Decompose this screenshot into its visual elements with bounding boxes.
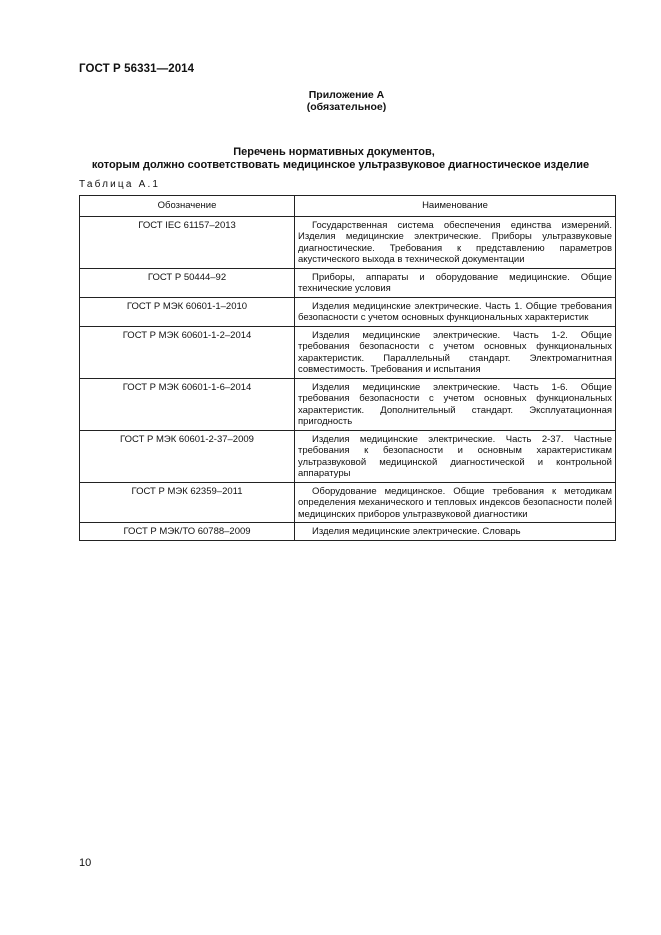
table-row	[80, 378, 616, 430]
appendix-status: (обязательное)	[306, 101, 387, 113]
document-code-cell: ГОСТ Р МЭК 62359–2011	[80, 482, 295, 523]
table-row	[80, 297, 616, 326]
document-code-cell: ГОСТ Р 50444–92	[80, 268, 295, 297]
list-title	[0, 146, 661, 171]
document-code-cell: ГОСТ IEC 61157–2013	[80, 216, 295, 268]
table-row	[80, 523, 616, 541]
document-name-cell: Изделия медицинские электрические. Часть 1-6. Общие требования безопасности с учетом основных функциональных характеристик. Дополнительный стандарт. Эксплуатационная пригодность	[295, 378, 616, 430]
document-name-cell: Изделия медицинские электрические. Словарь	[295, 523, 616, 541]
list-title-line-1: Перечень нормативных документов,	[233, 146, 435, 158]
document-code-cell: ГОСТ Р МЭК 60601-1–2010	[80, 297, 295, 326]
document-name-cell: Изделия медицинские электрические. Часть 1-2. Общие требования безопасности с учетом основных функциональных характеристик. Параллельный стандарт. Электромагнитная совместимость. Требования и испытания	[295, 326, 616, 378]
table-row	[80, 326, 616, 378]
document-code-cell: ГОСТ Р МЭК/ТО 60788–2009	[80, 523, 295, 541]
appendix-title: Приложение А	[308, 89, 385, 101]
column-header-name: Наименование	[295, 196, 616, 217]
document-name-cell: Изделия медицинские электрические. Часть 1. Общие требования безопасности с учетом основных функциональных характеристик	[295, 297, 616, 326]
column-header-designation: Обозначение	[80, 196, 295, 217]
appendix-heading	[0, 89, 661, 113]
document-name-cell: Оборудование медицинское. Общие требования к методикам определения механического и тепловых индексов безопасности полей медицинских приборов ультразвуковой диагностики	[295, 482, 616, 523]
table-row	[80, 482, 616, 523]
table-row	[80, 268, 616, 297]
document-name-cell: Изделия медицинские электрические. Часть 2-37. Частные требования к безопасности и основным характеристикам ультразвуковой медицинской диагностической и контрольной аппаратуры	[295, 430, 616, 482]
list-title-line-2: которым должно соответствовать медицинское ультразвуковое диагностическое изделие	[91, 158, 590, 171]
page-number: 10	[79, 857, 92, 869]
normative-documents-table	[79, 195, 616, 541]
table-row	[80, 216, 616, 268]
document-code-cell: ГОСТ Р МЭК 60601-1-6–2014	[80, 378, 295, 430]
document-name-cell: Государственная система обеспечения единства измерений. Изделия медицинские электрические. Приборы ультразвуковые диагностические. Требования к представлению параметров акустического выхода в технической документации	[295, 216, 616, 268]
table-row	[80, 430, 616, 482]
table-header-row	[80, 196, 616, 217]
table-caption: Таблица А.1	[79, 179, 161, 190]
document-code-cell: ГОСТ Р МЭК 60601-2-37–2009	[80, 430, 295, 482]
document-code-cell: ГОСТ Р МЭК 60601-1-2–2014	[80, 326, 295, 378]
document-code: ГОСТ Р 56331—2014	[79, 63, 195, 75]
document-name-cell: Приборы, аппараты и оборудование медицинские. Общие технические условия	[295, 268, 616, 297]
